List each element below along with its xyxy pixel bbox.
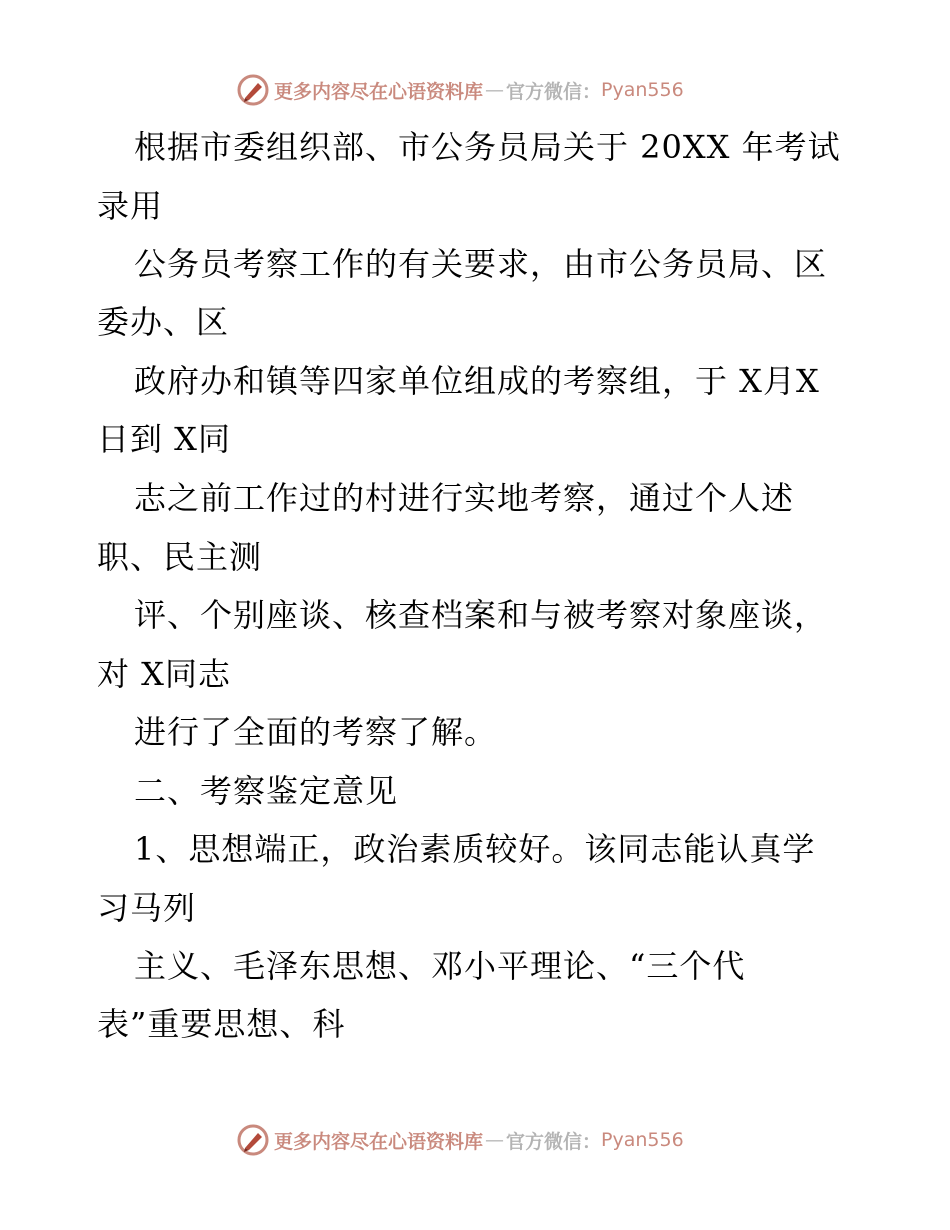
banner-separator: — (485, 1129, 505, 1151)
body-line: 进行了全面的考察了解。 (134, 713, 498, 751)
banner-site-name: 更多内容尽在心语资料库 (274, 80, 484, 103)
banner-wechat-id: Pyan556 (601, 1129, 684, 1151)
banner-site-name: 更多内容尽在心语资料库 (274, 1130, 484, 1153)
body-line: 志之前工作过的村进行实地考察，通过个人述 (134, 479, 795, 517)
body-line: 评、个别座谈、核查档案和与被考察对象座谈， (134, 596, 828, 634)
body-line: 日到 X同 (97, 420, 231, 458)
body-line: 录用 (97, 187, 164, 225)
body-line: 职、民主测 (97, 538, 263, 576)
section-heading: 二、考察鉴定意见 (134, 772, 399, 810)
pen-nib-icon (236, 73, 270, 107)
body-line: 主义、毛泽东思想、邓小平理论、“三个代 (134, 947, 746, 985)
pen-nib-icon (236, 1123, 270, 1157)
body-line: 习马列 (97, 889, 197, 927)
banner-wechat-id: Pyan556 (601, 79, 684, 101)
body-line: 公务员考察工作的有关要求，由市公务员局、区 (134, 245, 828, 283)
body-line: 委办、区 (97, 303, 230, 341)
body-line: 根据市委组织部、市公务员局关于 20XX 年考试 (134, 128, 841, 166)
banner-separator: — (485, 79, 505, 101)
banner-official-label: 官方微信： (506, 80, 602, 103)
body-line: 表”重要思想、科 (97, 1005, 346, 1043)
body-line: 对 X同志 (97, 655, 231, 693)
footer-watermark-banner (236, 1122, 684, 1158)
banner-official-label: 官方微信： (506, 1130, 602, 1153)
header-watermark-banner (236, 72, 684, 108)
body-line: 政府办和镇等四家单位组成的考察组，于 X月X (134, 362, 820, 400)
body-line: 1、思想端正，政治素质较好。该同志能认真学 (134, 830, 816, 868)
